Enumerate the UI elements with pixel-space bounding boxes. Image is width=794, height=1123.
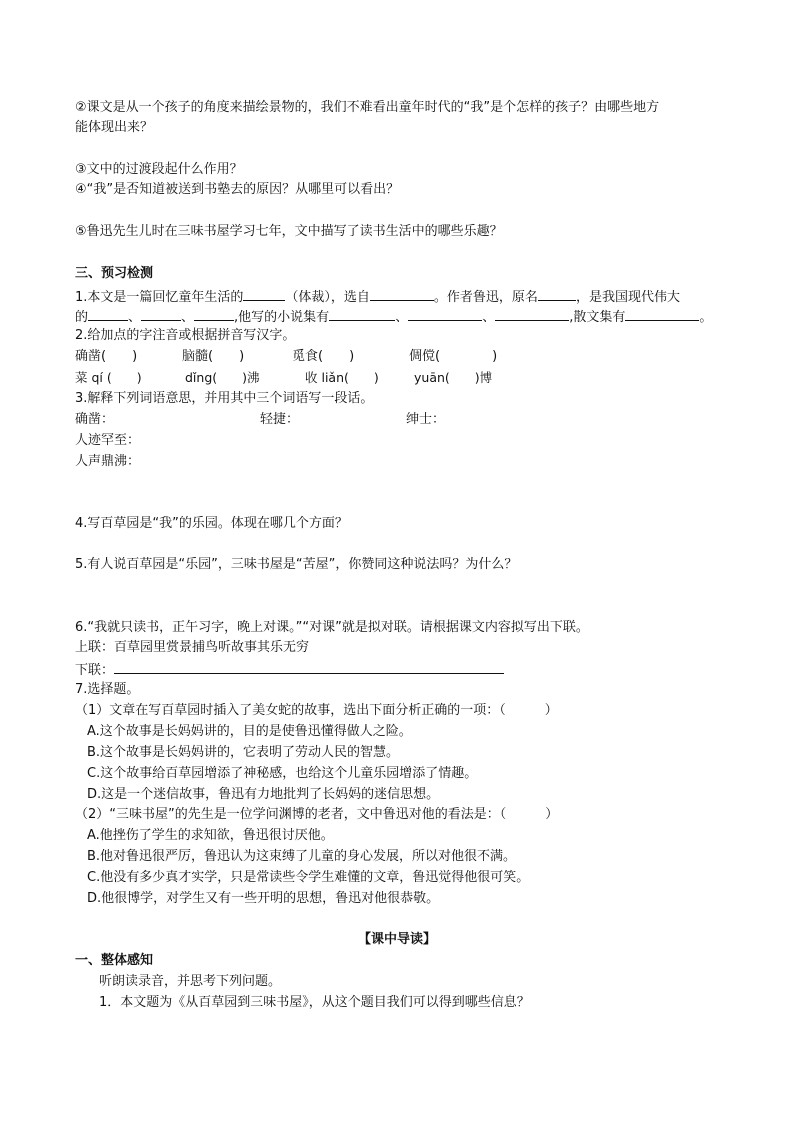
- item-7-title: 7.选择题。: [75, 682, 140, 697]
- question-2-line-2: 能体现出来？: [75, 120, 154, 135]
- item-7-question-2: （2）“三味书屋”的先生是一位学问渊博的老者，文中鲁迅对他的看法是：（ ）: [75, 807, 559, 822]
- item-1-text-a: 1.本文是一篇回忆童年生活的: [75, 290, 244, 305]
- item-2-row-2-c: 收 liǎn( ): [305, 370, 379, 385]
- item-7-q2-option-a[interactable]: A.他挫伤了学生的求知欲，鲁迅很讨厌他。: [87, 828, 334, 843]
- item-2-row-2-b: dǐng( )沸: [185, 370, 260, 385]
- item-7-q1-option-a[interactable]: A.这个故事是长妈妈讲的，目的是使鲁迅懂得做人之险。: [87, 724, 412, 739]
- item-1-text-g: 、: [181, 310, 195, 325]
- item-7-question-1: （1）文章在写百草园时插入了美女蛇的故事，选出下面分析正确的一项：（ ）: [75, 703, 558, 718]
- in-class-question-1: 1．本文题为《从百草园到三味书屋》，从这个题目我们可以得到哪些信息？: [99, 995, 530, 1010]
- in-class-instruction: 听朗读录音，并思考下列问题。: [99, 974, 282, 989]
- in-class-heading: 【课中导读】: [357, 932, 436, 947]
- item-3-word-1: 确凿：: [75, 412, 115, 427]
- item-7-q1-option-c[interactable]: C.这个故事给百草园增添了神秘感，也给这个儿童乐园增添了情趣。: [87, 766, 478, 781]
- item-1-text-l: 。: [699, 310, 713, 325]
- item-2-title: 2.给加点的字注音或根据拼音写汉字。: [75, 328, 296, 343]
- blank-title-1[interactable]: [88, 308, 128, 321]
- item-1-text-j: 、: [482, 310, 496, 325]
- item-4: 4.写百草园是“我”的乐园。体现在哪几个方面？: [75, 516, 348, 531]
- item-2-row-2-a: 菜 qí ( ): [75, 370, 142, 385]
- blank-novel-3[interactable]: [495, 308, 569, 321]
- preview-heading: 三、预习检测: [75, 266, 154, 281]
- item-7-q1-option-d[interactable]: D.这是一个迷信故事，鲁迅有力地批判了长妈妈的迷信思想。: [87, 787, 440, 802]
- item-1-text-e: 的: [75, 310, 89, 325]
- item-1-text-i: 、: [395, 310, 409, 325]
- question-3: ③文中的过渡段起什么作用？: [75, 162, 243, 177]
- item-3-title: 3.解释下列词语意思，并用其中三个词语写一段话。: [75, 391, 374, 406]
- item-2-row-1-a: 确凿( ): [75, 349, 138, 364]
- item-3-word-2: 轻捷：: [260, 412, 300, 427]
- blank-title-3[interactable]: [194, 308, 234, 321]
- item-1-text-c: 。作者鲁迅，原名: [433, 290, 538, 305]
- item-2-row-1-b: 脑髓( ): [182, 349, 245, 364]
- item-7-q2-option-b[interactable]: B.他对鲁迅很严厉，鲁迅认为这束缚了儿童的身心发展，所以对他很不满。: [87, 849, 517, 864]
- item-3-word-4: 人迹罕至：: [75, 433, 141, 448]
- item-1-text-f: 、: [128, 310, 142, 325]
- item-7-q2-option-d[interactable]: D.他很博学，对学生又有一些开明的思想，鲁迅对他很恭敬。: [87, 891, 440, 906]
- question-5: ⑤鲁迅先生儿时在三味书屋学习七年，文中描写了读书生活中的哪些乐趣？: [75, 224, 503, 239]
- blank-original-name[interactable]: [538, 288, 576, 301]
- blank-source[interactable]: [370, 288, 434, 301]
- item-7-q2-option-c[interactable]: C.他没有多少真才实学，只是常读些令学生难懂的文章，鲁迅觉得他很可笑。: [87, 870, 530, 885]
- item-6-upper: 上联：百草园里赏景捕鸟听故事其乐无穷: [75, 640, 310, 655]
- item-1-text-k: ,散文集有: [569, 310, 626, 325]
- item-2-row-1-d: 倜傥( ): [409, 349, 498, 364]
- item-3-word-5: 人声鼎沸：: [75, 454, 141, 469]
- blank-title-2[interactable]: [141, 308, 181, 321]
- question-4: ④“我”是否知道被送到书塾去的原因？从哪里可以看出？: [75, 182, 400, 197]
- in-class-section-1: 一、整体感知: [75, 953, 154, 968]
- blank-essay[interactable]: [625, 308, 699, 321]
- item-2-row-1-c: 觅食( ): [292, 349, 355, 364]
- item-1-text-h: ,他写的小说集有: [234, 310, 330, 325]
- question-2-line-1: ②课文是从一个孩子的角度来描绘景物的，我们不难看出童年时代的“我”是个怎样的孩子？由哪些地方: [75, 100, 660, 115]
- blank-novel-2[interactable]: [408, 308, 482, 321]
- item-1-line-1: [75, 288, 680, 306]
- blank-genre[interactable]: [243, 288, 285, 301]
- item-2-row-2-d: yuān( )博: [414, 370, 493, 385]
- item-1-text-d: ，是我国现代伟大: [575, 290, 680, 305]
- item-1-text-b: （体裁），选自: [285, 290, 370, 305]
- blank-lower-couplet[interactable]: [114, 661, 504, 674]
- item-3-word-3: 绅士：: [406, 412, 446, 427]
- item-5: 5.有人说百草园是“乐园”，三味书屋是“苦屋”，你赞同这种说法吗？为什么？: [75, 557, 518, 572]
- item-1-line-2: [75, 308, 712, 326]
- item-7-q1-option-b[interactable]: B.这个故事是长妈妈讲的，它表明了劳动人民的智慧。: [87, 745, 400, 760]
- blank-novel-1[interactable]: [329, 308, 395, 321]
- item-6-lower-row: [75, 661, 504, 679]
- item-6-lower-label: 下联：: [75, 663, 115, 678]
- item-6-title: 6.“我就只读书，正午习字，晚上对课。”“对课”就是拟对联。请根据课文内容拟写出下联。: [75, 620, 589, 635]
